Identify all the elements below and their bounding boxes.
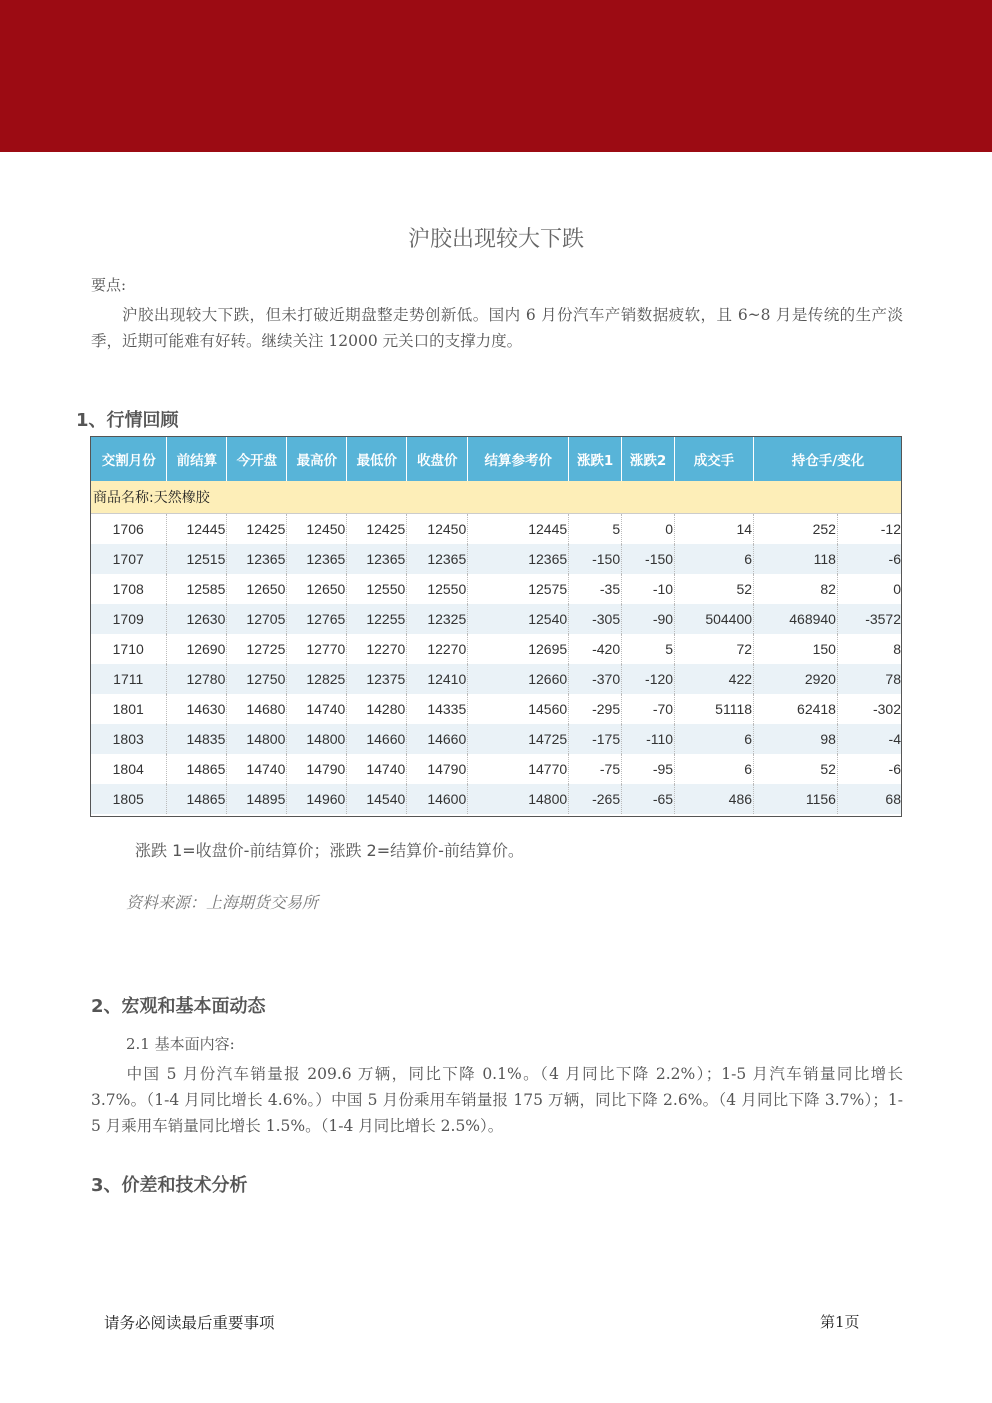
col-header-settle-ref: 结算参考价 [468, 437, 569, 481]
col-header-change1: 涨跌1 [569, 437, 622, 481]
table-cell: -370 [569, 664, 622, 694]
table-cell: 72 [675, 634, 754, 664]
table-row [91, 604, 902, 634]
section-1-heading: 1、行情回顾 [76, 410, 179, 431]
table-cell: 14790 [287, 754, 347, 784]
table-row [91, 544, 902, 574]
table-cell: 486 [675, 784, 754, 814]
table-cell: 14560 [468, 694, 569, 724]
table-cell: 12365 [468, 544, 569, 574]
table-cell: -65 [622, 784, 675, 814]
table-cell: 68 [837, 784, 902, 814]
table-cell: -95 [622, 754, 675, 784]
col-header-open-interest: 持仓手/变化 [754, 437, 902, 481]
table-cell: 12365 [227, 544, 287, 574]
table-header-row [91, 437, 902, 481]
table-cell: 12410 [407, 664, 468, 694]
table-cell: 14800 [227, 724, 287, 754]
category-label: 商品名称:天然橡胶 [91, 481, 902, 514]
table-cell: 12365 [407, 544, 468, 574]
table-cell: 0 [837, 574, 902, 604]
table-cell-month: 1710 [91, 634, 167, 664]
table-cell: 12270 [347, 634, 407, 664]
section-2-1-heading: 2.1 基本面内容: [126, 1035, 235, 1053]
table-cell: 14660 [347, 724, 407, 754]
table-cell: 14865 [167, 784, 227, 814]
table-cell-month: 1709 [91, 604, 167, 634]
table-cell: -70 [622, 694, 675, 724]
table-cell: -120 [622, 664, 675, 694]
col-header-low: 最低价 [347, 437, 407, 481]
table-cell: 14 [675, 514, 754, 545]
table-cell-month: 1803 [91, 724, 167, 754]
table-cell: -4 [837, 724, 902, 754]
table-cell: -420 [569, 634, 622, 664]
table-cell: 12780 [167, 664, 227, 694]
table-cell: 12660 [468, 664, 569, 694]
col-header-open: 今开盘 [227, 437, 287, 481]
table-cell: 12770 [287, 634, 347, 664]
table-cell: 8 [837, 634, 902, 664]
table-cell: 118 [754, 544, 838, 574]
table-cell: 14740 [287, 694, 347, 724]
table-cell: 14740 [227, 754, 287, 784]
table-cell: 150 [754, 634, 838, 664]
table-cell: -175 [569, 724, 622, 754]
table-cell-month: 1801 [91, 694, 167, 724]
table-cell: 12725 [227, 634, 287, 664]
table-cell-month: 1805 [91, 784, 167, 814]
table-cell: 1156 [754, 784, 838, 814]
table-cell-month: 1707 [91, 544, 167, 574]
table-cell: 12540 [468, 604, 569, 634]
table-cell: 14680 [227, 694, 287, 724]
table-cell: -35 [569, 574, 622, 604]
table-cell: 12585 [167, 574, 227, 604]
market-table [90, 436, 902, 817]
table-cell: 12690 [167, 634, 227, 664]
table-cell: -150 [569, 544, 622, 574]
table-cell: 14540 [347, 784, 407, 814]
col-header-prev-settle: 前结算 [167, 437, 227, 481]
table-row [91, 754, 902, 784]
table-cell: 468940 [754, 604, 838, 634]
table-cell: 14740 [347, 754, 407, 784]
table-note: 涨跌 1=收盘价-前结算价；涨跌 2=结算价-前结算价。 [135, 841, 524, 860]
table-cell: 14960 [287, 784, 347, 814]
table-cell: 12825 [287, 664, 347, 694]
category-row [91, 481, 902, 514]
section-3-heading: 3、价差和技术分析 [91, 1175, 248, 1196]
header-divider [0, 154, 992, 156]
table-cell: 12445 [167, 514, 227, 545]
table-cell: -6 [837, 544, 902, 574]
table-cell: 422 [675, 664, 754, 694]
table-cell: 14335 [407, 694, 468, 724]
table-cell: 14790 [407, 754, 468, 784]
data-source: 资料来源：上海期货交易所 [126, 893, 319, 912]
table-cell: 14770 [468, 754, 569, 784]
table-cell: 14835 [167, 724, 227, 754]
table-cell: -10 [622, 574, 675, 604]
table-row [91, 574, 902, 604]
table-cell: 504400 [675, 604, 754, 634]
table-cell: 12575 [468, 574, 569, 604]
table-cell: -6 [837, 754, 902, 784]
keypoints-text: 沪胶出现较大下跌，但未打破近期盘整走势创新低。国内 6 月份汽车产销数据疲软，且 6~8 月是传统的生产淡季，近期可能难有好转。继续关注 12000 元关口的支撑力度。 [91, 306, 903, 350]
header-stripe [0, 0, 992, 152]
table-cell: 12270 [407, 634, 468, 664]
table-cell: 12515 [167, 544, 227, 574]
table-cell: -265 [569, 784, 622, 814]
table-cell: 82 [754, 574, 838, 604]
footer-notice: 请务必阅读最后重要事项 [104, 1314, 275, 1332]
table-cell: 12650 [287, 574, 347, 604]
table-cell: 12375 [347, 664, 407, 694]
table-cell: 12325 [407, 604, 468, 634]
table-cell: -75 [569, 754, 622, 784]
table-cell: 6 [675, 544, 754, 574]
table-cell: 78 [837, 664, 902, 694]
keypoints-label: 要点: [91, 276, 127, 294]
table-body [91, 514, 902, 815]
table-cell: 14280 [347, 694, 407, 724]
col-header-high: 最高价 [287, 437, 347, 481]
table-cell: 14630 [167, 694, 227, 724]
table-cell: 12630 [167, 604, 227, 634]
table-cell: 6 [675, 724, 754, 754]
table-cell: 6 [675, 754, 754, 784]
table-cell: 12750 [227, 664, 287, 694]
table-cell: -12 [837, 514, 902, 545]
table-cell: 12255 [347, 604, 407, 634]
table-cell: 12550 [407, 574, 468, 604]
table-cell: -305 [569, 604, 622, 634]
table-row [91, 724, 902, 754]
table-cell: 12450 [287, 514, 347, 545]
table-cell: 12365 [287, 544, 347, 574]
table-cell: 14660 [407, 724, 468, 754]
table-cell: 14725 [468, 724, 569, 754]
table-cell: 98 [754, 724, 838, 754]
table-cell: 12425 [227, 514, 287, 545]
table-cell: 52 [754, 754, 838, 784]
section-2-text: 中国 5 月份汽车销量报 209.6 万辆，同比下降 0.1%。（4 月同比下降 2.2%）；1-5 月汽车销量同比增长 3.7%。（1-4 月同比增长 4.6%。）中国 5 月份乘用车销量报 175 万辆，同比下降 2.6%。（4 月同比下降 3.7%）；1-5 月乘用车销量同比增长 1.5%。（1-4 月同比增长 2.5%）。 [91, 1065, 903, 1135]
table-cell: 5 [569, 514, 622, 545]
table-cell: -295 [569, 694, 622, 724]
table-cell: 12705 [227, 604, 287, 634]
table-cell-month: 1706 [91, 514, 167, 545]
table-row [91, 694, 902, 724]
table-cell-month: 1804 [91, 754, 167, 784]
table-cell: 14800 [287, 724, 347, 754]
table-cell-month: 1708 [91, 574, 167, 604]
section-2-heading: 2、宏观和基本面动态 [91, 996, 266, 1017]
table-row [91, 514, 902, 545]
table-cell: 12695 [468, 634, 569, 664]
table-cell: 51118 [675, 694, 754, 724]
table-cell: -90 [622, 604, 675, 634]
table-cell: -110 [622, 724, 675, 754]
table-cell-month: 1711 [91, 664, 167, 694]
table-cell: 12765 [287, 604, 347, 634]
table-cell: 62418 [754, 694, 838, 724]
table-cell: 14865 [167, 754, 227, 784]
table-cell: 0 [622, 514, 675, 545]
page-number: 第1页 [820, 1313, 860, 1331]
col-header-month: 交割月份 [91, 437, 167, 481]
col-header-close: 收盘价 [407, 437, 468, 481]
table-cell: 252 [754, 514, 838, 545]
table-row [91, 664, 902, 694]
table-cell: 5 [622, 634, 675, 664]
table-cell: 14895 [227, 784, 287, 814]
col-header-change2: 涨跌2 [622, 437, 675, 481]
table-row [91, 784, 902, 814]
table-cell: 2920 [754, 664, 838, 694]
table-cell: 12445 [468, 514, 569, 545]
table-cell: 12450 [407, 514, 468, 545]
table-cell: 12425 [347, 514, 407, 545]
table-cell: -302 [837, 694, 902, 724]
table-cell: 52 [675, 574, 754, 604]
document-title: 沪胶出现较大下跌 [407, 227, 584, 252]
table-cell: -3572 [837, 604, 902, 634]
table-cell: -150 [622, 544, 675, 574]
table-cell: 14800 [468, 784, 569, 814]
table-cell: 14600 [407, 784, 468, 814]
col-header-volume: 成交手 [675, 437, 754, 481]
table-cell: 12550 [347, 574, 407, 604]
table-cell: 12365 [347, 544, 407, 574]
table-row [91, 634, 902, 664]
table-cell: 12650 [227, 574, 287, 604]
